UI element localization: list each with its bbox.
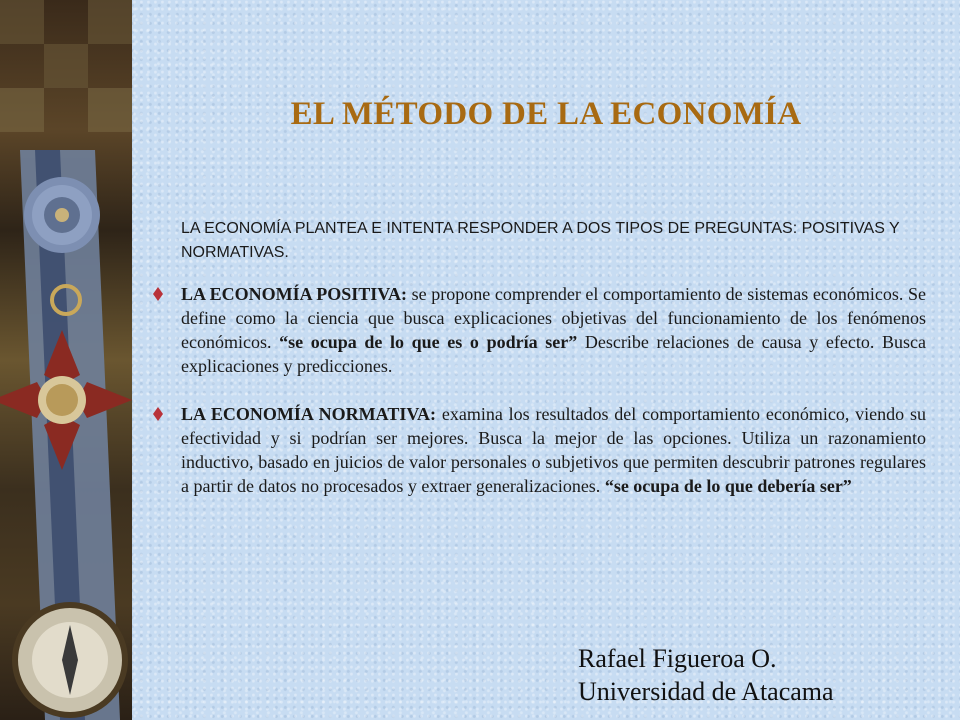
author-institution: Universidad de Atacama <box>578 677 834 706</box>
author-block <box>578 642 834 708</box>
slide-title: EL MÉTODO DE LA ECONOMÍA <box>290 96 802 132</box>
positiva-quote: “se ocupa de lo que es o podría ser” <box>279 332 578 352</box>
positiva-text-1: se propone comprender el comportamiento de sistemas económicos. Se define como la ciencia que busca explicaciones objetivas del funcionamiento de los fenómenos económicos. <box>181 284 926 352</box>
side-photo-medals <box>0 0 132 720</box>
positiva-text-2: Describe relaciones de causa y efecto. Busca explicaciones y predicciones. <box>181 332 926 376</box>
author-name: Rafael Figueroa O. <box>578 644 777 673</box>
bullet-normativa <box>148 402 926 498</box>
normativa-heading: LA ECONOMÍA NORMATIVA: <box>181 404 437 424</box>
diamond-bullet-icon <box>151 405 165 423</box>
diamond-bullet-icon <box>151 285 165 303</box>
intro-text: LA ECONOMÍA PLANTEA E INTENTA RESPONDER A DOS TIPOS DE PREGUNTAS: POSITIVAS Y NORMATIVAS. <box>181 220 900 261</box>
bullet-positiva <box>148 282 926 378</box>
normativa-text-1: examina los resultados del comportamiento económico, viendo su efectividad y si podrían ser mejores. Busca la mejor de las opciones. Utiliza un razonamiento inductivo, basado en juicios de valor personales o subjetivos que permiten descubrir patrones regulares a partir de datos no procesados y extraer generalizaciones. <box>181 404 926 496</box>
medal-illustration <box>0 0 132 720</box>
normativa-quote: “se ocupa de lo que debería ser” <box>604 476 852 496</box>
positiva-heading: LA ECONOMÍA POSITIVA: <box>181 284 407 304</box>
bullet-list <box>148 282 926 498</box>
